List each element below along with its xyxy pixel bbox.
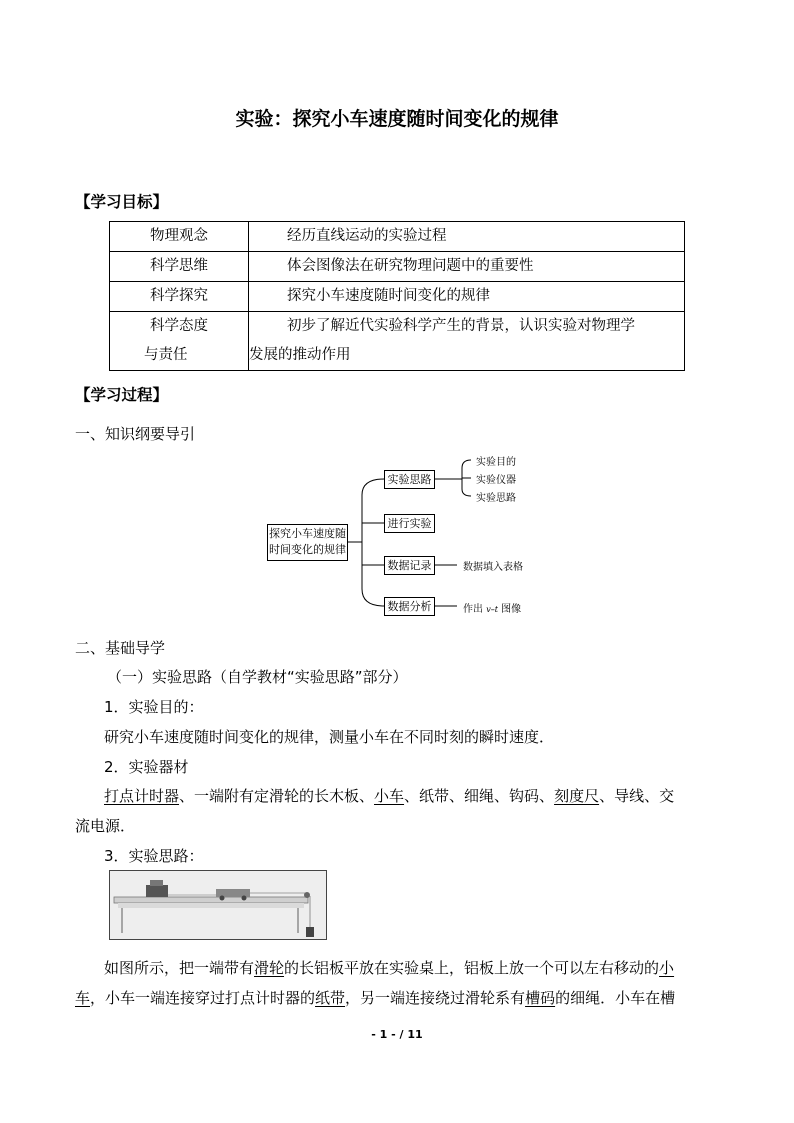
goal-text: 经历直线运动的实验过程: [249, 222, 685, 252]
goal-text: 探究小车速度随时间变化的规律: [249, 282, 685, 312]
underlined-term: 小: [659, 959, 675, 977]
goal-text-line1: 初步了解近代实验科学产生的背景，认识实验对物理学: [287, 318, 635, 334]
mindmap-branch-analysis: 数据分析: [384, 597, 435, 616]
text-run: 的长铝板平放在实验桌上，铝板上放一个可以左右移动的: [284, 959, 660, 977]
underlined-term: 打点计时器: [104, 787, 180, 805]
mindmap-branch-record: 数据记录: [384, 556, 435, 575]
apparatus-drawing: [110, 871, 326, 939]
mindmap-leaf: [463, 600, 521, 615]
goals-heading: 【学习目标】: [75, 193, 169, 211]
text-run: 、一端附有定滑轮的长木板、: [179, 787, 375, 805]
section-two-heading: 二、基础导学: [75, 639, 166, 657]
goal-category-line2: 与责任: [144, 347, 188, 363]
mindmap-branch-conduct: 进行实验: [384, 514, 435, 533]
underlined-term: 滑轮: [254, 959, 285, 977]
mindmap-leaf: 实验目的: [476, 457, 516, 468]
mindmap-leaf-part: 作出: [463, 604, 487, 615]
section-one-heading: 一、知识纲要导引: [75, 425, 196, 443]
underlined-term: 纸带: [315, 989, 346, 1007]
mindmap-leaf: 实验思路: [476, 493, 516, 504]
text-run: 、导线、交: [599, 787, 675, 805]
paragraph: [104, 957, 674, 979]
text-run: ，小车一端连接穿过打点计时器的: [90, 989, 316, 1007]
goal-category: 科学探究: [110, 282, 249, 312]
paragraph: [104, 785, 674, 807]
underlined-term: 刻度尺: [554, 787, 600, 805]
goal-category: 科学思维: [110, 252, 249, 282]
goal-text-line2: 发展的推动作用: [249, 347, 351, 363]
mindmap-root: [267, 524, 348, 561]
apparatus-photo: [109, 870, 327, 940]
paragraph: 研究小车速度随时间变化的规律，测量小车在不同时刻的瞬时速度．: [104, 728, 555, 746]
text-run: ，另一端连接绕过滑轮系有: [345, 989, 526, 1007]
underlined-term: 槽码: [525, 989, 556, 1007]
item-heading: 3．实验思路：: [104, 847, 204, 865]
paragraph: [75, 987, 675, 1009]
text-run: 如图所示，把一端带有: [104, 959, 255, 977]
page-title: 实验：探究小车速度随时间变化的规律: [235, 108, 559, 130]
process-heading: 【学习过程】: [75, 386, 169, 404]
page-number: - 1 - / 11: [371, 1028, 423, 1041]
text-run: 、纸带、细绳、钩码、: [404, 787, 555, 805]
mindmap-root-line2: 时间变化的规律: [269, 543, 346, 556]
mindmap-branch-idea: 实验思路: [384, 470, 435, 489]
text-run: 的细绳．小车在槽: [555, 989, 676, 1007]
underlined-term: 车: [75, 989, 91, 1007]
underlined-term: 小车: [374, 787, 405, 805]
goal-category-line1: 科学态度: [150, 318, 208, 334]
mindmap-leaf: 实验仪器: [476, 475, 516, 486]
goal-category: 物理观念: [110, 222, 249, 252]
goal-text: 体会图像法在研究物理问题中的重要性: [249, 252, 685, 282]
mindmap-root-line1: 探究小车速度随: [269, 527, 346, 540]
subsection-heading: （一）实验思路（自学教材“实验思路”部分）: [107, 668, 408, 686]
mindmap-leaf: 数据填入表格: [463, 562, 523, 573]
mindmap-leaf-part: v–t: [486, 605, 498, 614]
mindmap-leaf-part: 图像: [497, 604, 522, 615]
paragraph: 流电源．: [75, 817, 136, 835]
item-heading: 1．实验目的：: [104, 698, 204, 716]
item-heading: 2．实验器材: [104, 758, 189, 776]
